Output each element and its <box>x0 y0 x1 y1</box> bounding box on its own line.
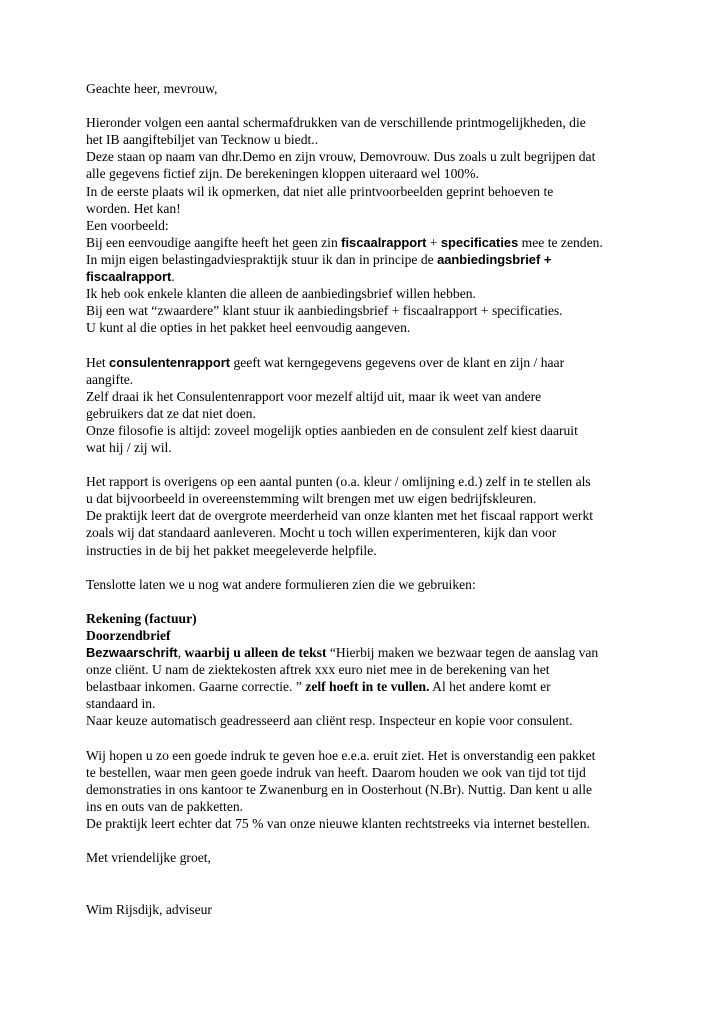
form-heading-forward-letter: Doorzendbrief <box>86 628 171 643</box>
paragraph-line: demonstraties in ons kantoor te Zwanenburg en in Oosterhout (N.Br). Nuttig. Dan kent u alle <box>86 781 593 797</box>
paragraph-line-practice: In mijn eigen belastingadviespraktijk stuur ik dan in principe de aanbiedingsbrief + <box>86 251 552 267</box>
paragraph-line: U kunt al die opties in het pakket heel eenvoudig aangeven. <box>86 320 411 336</box>
paragraph-line: Het rapport is overigens op een aantal punten (o.a. kleur / omlijning e.d.) zelf in te stellen als <box>86 474 591 490</box>
paragraph-line: Hieronder volgen een aantal schermafdrukken van de verschillende printmogelijkheden, die <box>86 115 586 131</box>
paragraph-line: wat hij / zij wil. <box>86 439 172 455</box>
paragraph-line: Ik heb ook enkele klanten die alleen de aanbiedingsbrief willen hebben. <box>86 286 476 302</box>
bold-term-offer-letter: aanbiedingsbrief + <box>437 251 552 267</box>
paragraph-line: In de eerste plaats wil ik opmerken, dat niet alle printvoorbeelden geprint behoeven te <box>86 183 554 199</box>
paragraph-line: u dat bijvoorbeeld in overeenstemming wilt brengen met uw eigen bedrijfskleuren. <box>86 491 537 507</box>
paragraph-line-consultant: Het consulentenrapport geeft wat kerngegevens gegevens over de klant en zijn / haar <box>86 354 565 370</box>
bold-term-consultant-report: consulentenrapport <box>109 354 231 370</box>
paragraph-line-objection: belastbaar inkomen. Gaarne correctie. ” zelf hoeft in te vullen. Al het andere komt er <box>86 679 551 695</box>
paragraph-line: zoals wij dat standaard aanleveren. Mocht u toch willen experimenteren, kijk dan voor <box>86 525 557 541</box>
paragraph-line: Een voorbeeld: <box>86 217 169 233</box>
paragraph-line: instructies in de bij het pakket meegeleverde helpfile. <box>86 542 377 558</box>
paragraph-line: Wij hopen u zo een goede indruk te geven hoe e.e.a. eruit ziet. Het is onverstandig een pakket <box>86 747 596 763</box>
signature: Wim Rijsdijk, adviseur <box>86 901 212 917</box>
letter-body <box>86 80 646 918</box>
paragraph-line: ins en outs van de pakketten. <box>86 798 244 814</box>
paragraph-line: Naar keuze automatisch geadresseerd aan cliënt resp. Inspecteur en kopie voor consulent. <box>86 713 573 729</box>
form-heading-objection: Bezwaarschrift, waarbij u alleen de tekst “Hierbij maken we bezwaar tegen de aanslag van <box>86 645 599 661</box>
paragraph-line-practice-cont: fiscaalrapport. <box>86 269 175 285</box>
paragraph-line: De praktijk leert dat de overgrote meerderheid van onze klanten met het fiscaal rapport werkt <box>86 508 594 524</box>
bold-term-fiscal-report: fiscaalrapport <box>341 234 427 250</box>
paragraph-line: het IB aangiftebiljet van Tecknow u biedt.. <box>86 132 319 148</box>
paragraph-line: Onze filosofie is altijd: zoveel mogelijk opties aanbieden en de consulent zelf kiest daaruit <box>86 422 578 438</box>
paragraph-line: Zelf draai ik het Consulentenrapport voor mezelf altijd uit, maar ik weet van andere <box>86 388 542 404</box>
paragraph-line: De praktijk leert echter dat 75 % van onze nieuwe klanten rechtstreeks via internet bestellen. <box>86 816 590 832</box>
paragraph-line: standaard in. <box>86 696 156 712</box>
paragraph-line: Deze staan op naam van dhr.Demo en zijn vrouw, Demovrouw. Dus zoals u zult begrijpen dat <box>86 149 596 165</box>
paragraph-line: Tenslotte laten we u nog wat andere formulieren zien die we gebruiken: <box>86 576 476 592</box>
paragraph-line: alle gegevens fictief zijn. De berekeningen kloppen uiteraard wel 100%. <box>86 166 479 182</box>
paragraph-line: te bestellen, waar men geen goede indruk van heeft. Daarom houden we ook van tijd tot tijd <box>86 764 586 780</box>
paragraph-line: onze cliënt. U nam de ziektekosten aftrek xxx euro niet mee in de berekening van het <box>86 662 550 678</box>
paragraph-line: gebruikers dat ze dat niet doen. <box>86 405 256 421</box>
paragraph-line: Bij een wat “zwaardere” klant stuur ik aanbiedingsbrief + fiscaalrapport + specificaties. <box>86 303 563 319</box>
bold-term-specifications: specificaties <box>440 234 519 250</box>
bold-term-fiscal-report: fiscaalrapport <box>86 269 172 285</box>
paragraph-line: aangifte. <box>86 371 134 387</box>
salutation: Geachte heer, mevrouw, <box>86 81 218 96</box>
closing: Met vriendelijke groet, <box>86 850 211 866</box>
paragraph-line: worden. Het kan! <box>86 200 181 216</box>
paragraph-line-simple-return: Bij een eenvoudige aangifte heeft het geen zin fiscaalrapport + specificaties mee te zenden. <box>86 234 603 250</box>
form-heading-invoice: Rekening (factuur) <box>86 610 197 626</box>
